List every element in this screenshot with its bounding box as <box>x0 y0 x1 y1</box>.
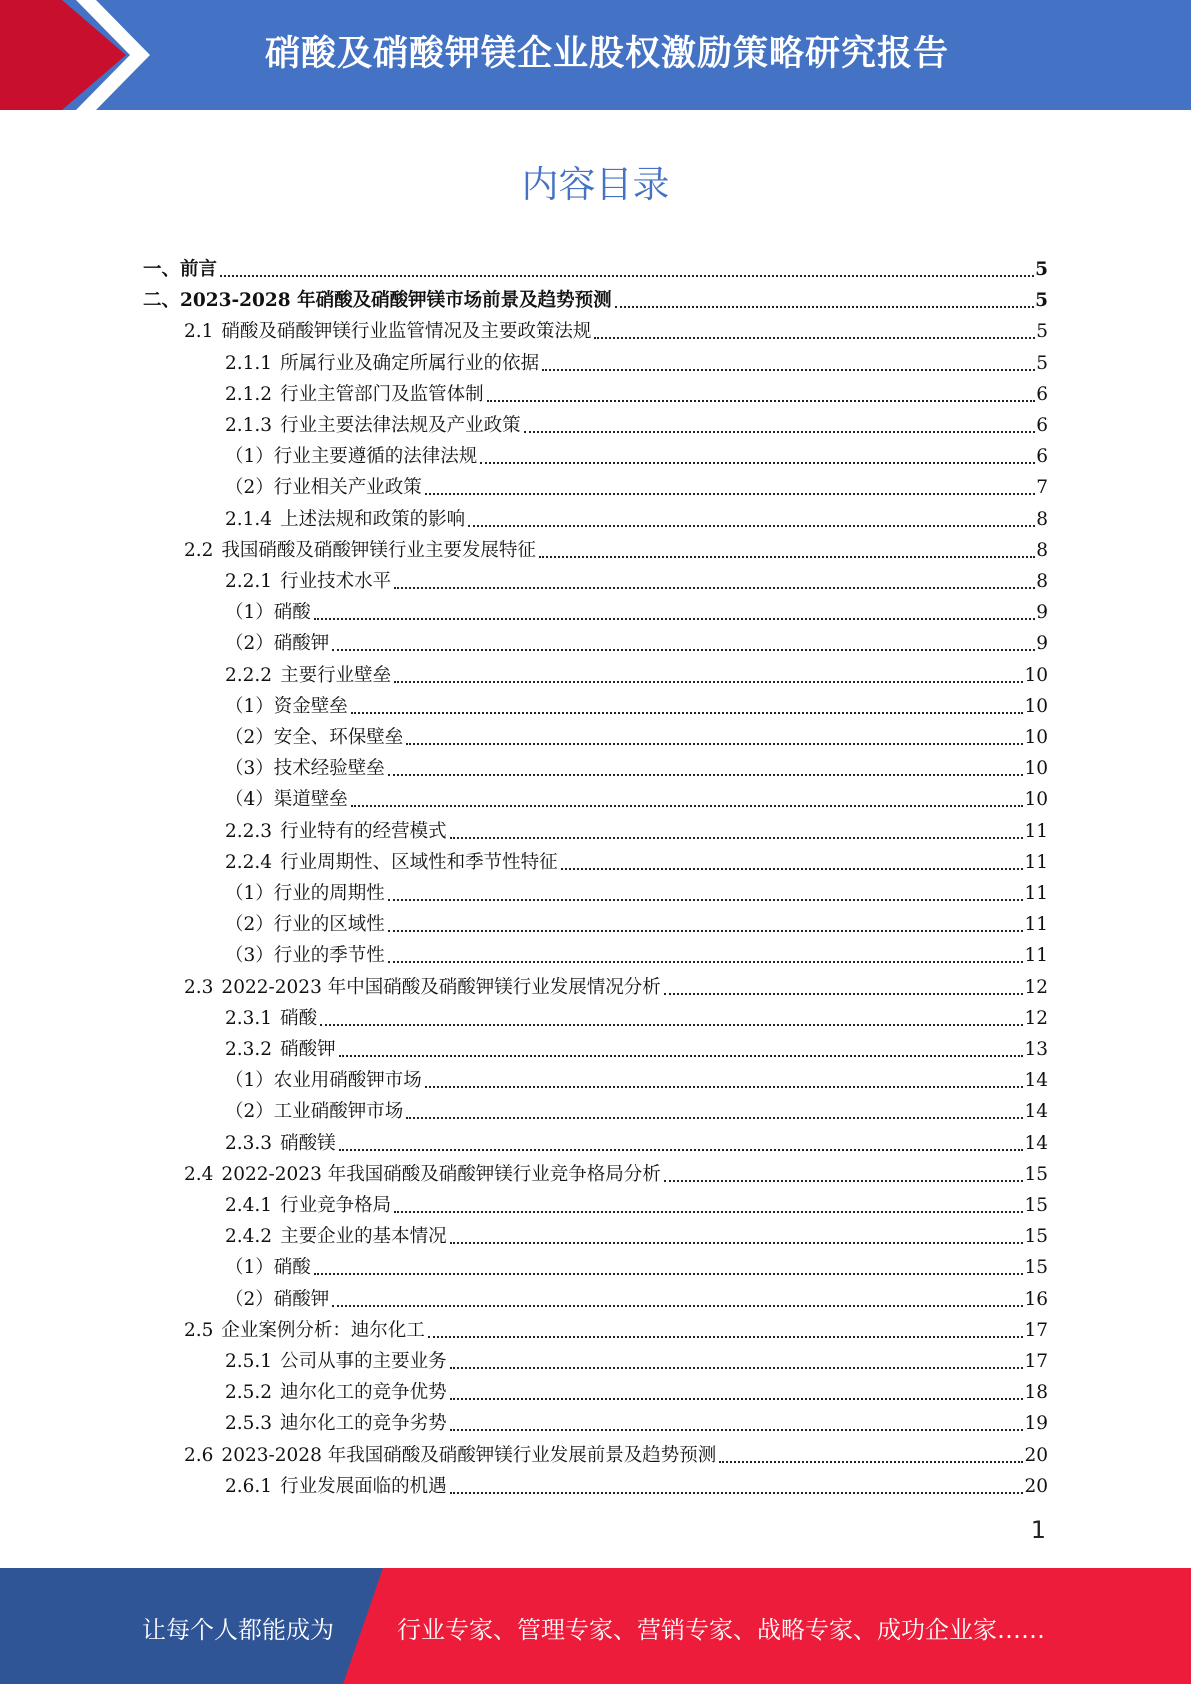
toc-entry-title: 硝酸钾 <box>273 1288 330 1310</box>
toc-entry-number: 2.5 <box>184 1319 214 1341</box>
toc-entry[interactable] <box>225 878 1048 909</box>
toc-entry-number: 2.3 <box>184 976 214 998</box>
toc-entry[interactable] <box>225 628 1048 659</box>
toc-entry[interactable] <box>225 348 1048 379</box>
toc-entry[interactable] <box>225 660 1048 691</box>
toc-entry-page: 19 <box>1024 1413 1048 1435</box>
toc-entry-number: 2.3.3 <box>225 1132 273 1154</box>
toc-entry-page: 9 <box>1036 633 1048 655</box>
toc-entry-number: （4） <box>225 789 274 811</box>
toc-leader-dots <box>450 1492 1024 1494</box>
toc-entry-number: 2.3.1 <box>225 1007 273 1029</box>
toc-entry[interactable] <box>225 691 1048 722</box>
toc-entry-number: 2.4 <box>184 1163 214 1185</box>
toc-leader-dots <box>351 805 1024 807</box>
toc-entry-page: 11 <box>1024 945 1048 967</box>
toc-entry-page: 20 <box>1024 1475 1048 1497</box>
toc-entry[interactable] <box>225 410 1048 441</box>
toc-entry-number: 2.1.2 <box>225 383 273 405</box>
toc-leader-dots <box>542 369 1035 371</box>
toc-entry-title: 2022-2023 年我国硝酸及硝酸钾镁行业竞争格局分析 <box>221 1163 661 1185</box>
toc-leader-dots <box>594 337 1035 339</box>
toc-entry-number: 2.3.2 <box>225 1039 273 1060</box>
toc-entry-title: 行业的区域性 <box>273 914 385 936</box>
toc-entry-number: （2） <box>225 1288 274 1310</box>
toc-leader-dots <box>450 837 1024 839</box>
toc-entry-number: 2.2.1 <box>225 571 273 592</box>
toc-entry[interactable] <box>225 1221 1048 1252</box>
toc-leader-dots <box>468 525 1035 527</box>
toc-entry-title: 主要行业壁垒 <box>280 664 392 686</box>
toc-entry[interactable] <box>225 379 1048 410</box>
footer-slogan-left: 让每个人都能成为 <box>142 1616 334 1644</box>
toc-entry-page: 18 <box>1024 1382 1048 1404</box>
toc-leader-dots <box>314 1273 1024 1275</box>
toc-entry[interactable] <box>184 1440 1048 1471</box>
toc-entry-title: 所属行业及确定所属行业的依据 <box>280 352 540 374</box>
toc-entry[interactable] <box>225 504 1048 535</box>
toc-leader-dots <box>450 1398 1024 1400</box>
toc-entry[interactable] <box>225 1003 1048 1034</box>
toc-entry-number: （2） <box>225 727 274 748</box>
toc-leader-dots <box>339 1149 1024 1151</box>
toc-entry-title: 技术经验壁垒 <box>273 758 385 780</box>
toc-entry-title: 行业的季节性 <box>273 945 385 967</box>
toc-leader-dots <box>450 1429 1024 1431</box>
toc-entry[interactable] <box>143 254 1048 285</box>
toc-entry-title: 公司从事的主要业务 <box>280 1351 447 1372</box>
toc-entry-page: 17 <box>1024 1319 1048 1341</box>
toc-entry-page: 17 <box>1024 1351 1048 1372</box>
toc-entry-page: 10 <box>1024 727 1048 748</box>
toc-leader-dots <box>664 1180 1024 1182</box>
toc-entry-page: 20 <box>1024 1444 1048 1466</box>
report-title: 硝酸及硝酸钾镁企业股权激励策略研究报告 <box>265 34 950 74</box>
toc-entry[interactable] <box>225 1377 1048 1408</box>
toc-entry-number: 2.2.4 <box>225 851 273 873</box>
toc-entry[interactable] <box>225 722 1048 753</box>
toc-entry-title: 行业技术水平 <box>280 571 392 592</box>
toc-entry-page: 12 <box>1024 976 1048 998</box>
toc-entry-title: 前言 <box>180 259 218 280</box>
toc-entry[interactable] <box>225 847 1048 878</box>
toc-entry[interactable] <box>225 1408 1048 1439</box>
toc-entry-number: （1） <box>225 695 274 717</box>
toc-entry-page: 10 <box>1024 789 1048 811</box>
toc-entry-page: 14 <box>1024 1070 1048 1092</box>
toc-entry-title: 硝酸 <box>273 1257 311 1279</box>
toc-leader-dots <box>339 1055 1024 1057</box>
toc-entry-title: 行业周期性、区域性和季节性特征 <box>280 851 558 873</box>
toc-entry-number: 2.6.1 <box>225 1475 273 1497</box>
toc-entry-number: 2.2.3 <box>225 820 273 842</box>
toc-entry-title: 上述法规和政策的影响 <box>280 508 466 530</box>
toc-entry-page: 13 <box>1024 1039 1048 1060</box>
toc-entry[interactable] <box>225 1096 1048 1127</box>
page-number: 1 <box>1030 1516 1046 1544</box>
toc-entry-title: 主要企业的基本情况 <box>280 1226 447 1248</box>
toc-entry-title: 行业相关产业政策 <box>273 477 422 499</box>
toc-leader-dots <box>394 1211 1023 1213</box>
toc-entry-title: 工业硝酸钾市场 <box>273 1101 404 1123</box>
toc-entry-page: 12 <box>1024 1007 1048 1029</box>
toc-entry-title: 2022-2023 年中国硝酸及硝酸钾镁行业发展情况分析 <box>221 976 661 998</box>
toc-entry-page: 16 <box>1024 1288 1048 1310</box>
toc-entry-number: 2.4.1 <box>225 1195 273 1216</box>
toc-entry[interactable] <box>143 285 1048 316</box>
toc-entry-title: 硝酸镁 <box>280 1132 336 1154</box>
toc-entry-page: 6 <box>1036 446 1048 468</box>
toc-entry[interactable] <box>225 1252 1048 1283</box>
toc-leader-dots <box>615 306 1035 308</box>
toc-leader-dots <box>388 774 1024 776</box>
toc-entry-number: （1） <box>225 602 274 624</box>
toc-entry[interactable] <box>225 566 1048 597</box>
toc-leader-dots <box>388 899 1024 901</box>
toc-entry-page: 8 <box>1036 539 1048 561</box>
toc-entry-page: 11 <box>1024 914 1048 936</box>
toc-entry-title: 硝酸钾 <box>280 1039 336 1060</box>
toc-leader-dots <box>487 400 1036 402</box>
toc-leader-dots <box>388 961 1024 963</box>
toc-entry-title: 硝酸 <box>273 602 311 624</box>
toc-entry-number: （2） <box>225 477 274 499</box>
toc-entry[interactable] <box>225 1471 1048 1502</box>
toc-entry-title: 我国硝酸及硝酸钾镁行业主要发展特征 <box>221 539 536 561</box>
toc-entry-page: 5 <box>1035 290 1048 312</box>
toc-entry-title: 2023-2028 年我国硝酸及硝酸钾镁行业发展前景及趋势预测 <box>221 1444 717 1466</box>
toc-leader-dots <box>394 587 1035 589</box>
toc-entry-title: 行业竞争格局 <box>280 1195 392 1216</box>
footer-banner <box>0 1568 1191 1684</box>
toc-entry-title: 2023-2028 年硝酸及硝酸钾镁市场前景及趋势预测 <box>180 290 612 312</box>
toc-entry[interactable] <box>225 753 1048 784</box>
toc-entry-page: 11 <box>1024 851 1048 873</box>
toc-entry[interactable] <box>225 441 1048 472</box>
toc-entry-number: 2.1.1 <box>225 352 273 374</box>
toc-leader-dots <box>561 868 1024 870</box>
toc-entry-title: 硝酸及硝酸钾镁行业监管情况及主要政策法规 <box>221 321 592 343</box>
toc-entry[interactable] <box>225 1346 1048 1377</box>
toc-entry-title: 农业用硝酸钾市场 <box>273 1070 422 1092</box>
toc-entry-page: 8 <box>1036 571 1048 592</box>
toc-entry-number: 2.6 <box>184 1444 214 1466</box>
toc-leader-dots <box>351 712 1024 714</box>
toc-entry-page: 9 <box>1036 602 1048 624</box>
toc-entry[interactable] <box>225 909 1048 940</box>
toc-entry[interactable] <box>225 816 1048 847</box>
toc-entry-page: 15 <box>1024 1163 1048 1185</box>
toc-entry-number: （3） <box>225 758 274 780</box>
toc-entry-page: 10 <box>1024 695 1048 717</box>
toc-entry-title: 行业主管部门及监管体制 <box>280 383 484 405</box>
toc-entry-number: （3） <box>225 945 274 967</box>
toc-entry-number: 2.2 <box>184 539 214 561</box>
toc-entry-number: 2.1 <box>184 321 214 343</box>
toc-entry[interactable] <box>225 940 1048 971</box>
toc-entry-page: 5 <box>1036 352 1048 374</box>
toc-entry-page: 5 <box>1036 321 1048 343</box>
toc-leader-dots <box>425 1086 1024 1088</box>
toc-leader-dots <box>480 462 1035 464</box>
toc-entry[interactable] <box>225 1128 1048 1159</box>
toc-entry-number: 2.1.4 <box>225 508 273 530</box>
toc-entry[interactable] <box>225 597 1048 628</box>
toc-entry-title: 渠道壁垒 <box>273 789 348 811</box>
toc-entry-title: 硝酸 <box>280 1007 318 1029</box>
toc-leader-dots <box>406 1117 1023 1119</box>
toc-entry-number: 2.5.2 <box>225 1382 273 1404</box>
toc-leader-dots <box>314 618 1035 620</box>
toc-entry-title: 行业主要遵循的法律法规 <box>273 446 478 468</box>
toc-entry-page: 10 <box>1024 664 1048 686</box>
toc-entry-title: 行业发展面临的机遇 <box>280 1475 447 1497</box>
toc-entry-page: 15 <box>1024 1257 1048 1279</box>
toc-entry-title: 迪尔化工的竞争优势 <box>280 1382 447 1404</box>
toc-entry-title: 硝酸钾 <box>273 633 330 655</box>
toc-leader-dots <box>428 1336 1024 1338</box>
toc-entry-number: （1） <box>225 1070 274 1092</box>
toc-leader-dots <box>539 556 1035 558</box>
toc-entry-number: （2） <box>225 633 274 655</box>
toc-entry-title: 资金壁垒 <box>273 695 348 717</box>
toc-leader-dots <box>332 649 1035 651</box>
toc-entry-number: （1） <box>225 446 274 468</box>
toc-entry-title: 企业案例分析：迪尔化工 <box>221 1319 425 1341</box>
toc-entry[interactable] <box>184 972 1048 1003</box>
footer-slogan-right: 行业专家、管理专家、营销专家、战略专家、成功企业家…… <box>397 1616 1045 1644</box>
toc-entry-page: 11 <box>1024 820 1048 842</box>
toc-entry[interactable] <box>184 1159 1048 1190</box>
toc-leader-dots <box>450 1242 1024 1244</box>
toc-entry-page: 11 <box>1024 883 1048 904</box>
toc-entry[interactable] <box>225 1190 1048 1221</box>
toc-entry-number: 2.2.2 <box>225 664 273 686</box>
toc-entry-page: 6 <box>1036 383 1048 405</box>
toc-entry-title: 安全、环保壁垒 <box>273 727 404 748</box>
toc-entry-page: 7 <box>1036 477 1048 499</box>
toc-entry-page: 15 <box>1024 1195 1048 1216</box>
toc-leader-dots <box>332 1305 1023 1307</box>
toc-leader-dots <box>406 743 1023 745</box>
toc-entry[interactable] <box>184 1315 1048 1346</box>
toc-entry-title: 行业的周期性 <box>273 883 385 904</box>
toc-entry-number: （2） <box>225 1101 274 1123</box>
toc-entry-page: 15 <box>1024 1226 1048 1248</box>
toc-leader-dots <box>388 930 1024 932</box>
toc-entry[interactable] <box>225 784 1048 815</box>
toc-entry-page: 6 <box>1036 415 1048 436</box>
toc-entry-number: 2.5.3 <box>225 1413 273 1435</box>
toc-entry-number: （1） <box>225 1257 274 1279</box>
toc-entry-number: （1） <box>225 883 274 904</box>
toc-entry-page: 14 <box>1024 1101 1048 1123</box>
toc-entry-page: 14 <box>1024 1132 1048 1154</box>
toc-leader-dots <box>220 275 1034 277</box>
toc-leader-dots <box>524 431 1036 433</box>
toc-entry-title: 迪尔化工的竞争劣势 <box>280 1413 447 1435</box>
toc-entry-page: 10 <box>1024 758 1048 780</box>
toc-leader-dots <box>394 681 1023 683</box>
toc-entry-number: （2） <box>225 914 274 936</box>
toc-entry[interactable] <box>225 1034 1048 1065</box>
toc-entry[interactable] <box>184 535 1048 566</box>
toc-entry-page: 8 <box>1036 508 1048 530</box>
toc-entry-title: 行业特有的经营模式 <box>280 820 447 842</box>
toc-leader-dots <box>719 1461 1023 1463</box>
toc-entry[interactable] <box>225 1284 1048 1315</box>
toc-entry-number: 二、 <box>143 290 181 312</box>
toc-leader-dots <box>320 1024 1023 1026</box>
toc-entry-title: 行业主要法律法规及产业政策 <box>280 415 521 436</box>
toc-entry-number: 一、 <box>143 259 181 280</box>
toc-entry-number: 2.4.2 <box>225 1226 273 1248</box>
toc-entry-page: 5 <box>1035 259 1048 280</box>
toc-entry[interactable] <box>225 1065 1048 1096</box>
toc-entry[interactable] <box>184 316 1048 347</box>
toc-heading: 内容目录 <box>521 163 670 206</box>
toc-entry-number: 2.1.3 <box>225 415 273 436</box>
toc-entry-number: 2.5.1 <box>225 1351 273 1372</box>
toc-leader-dots <box>450 1367 1024 1369</box>
header-banner <box>0 0 1191 110</box>
toc-leader-dots <box>664 993 1024 995</box>
toc-entry[interactable] <box>225 472 1048 503</box>
toc-leader-dots <box>425 493 1035 495</box>
